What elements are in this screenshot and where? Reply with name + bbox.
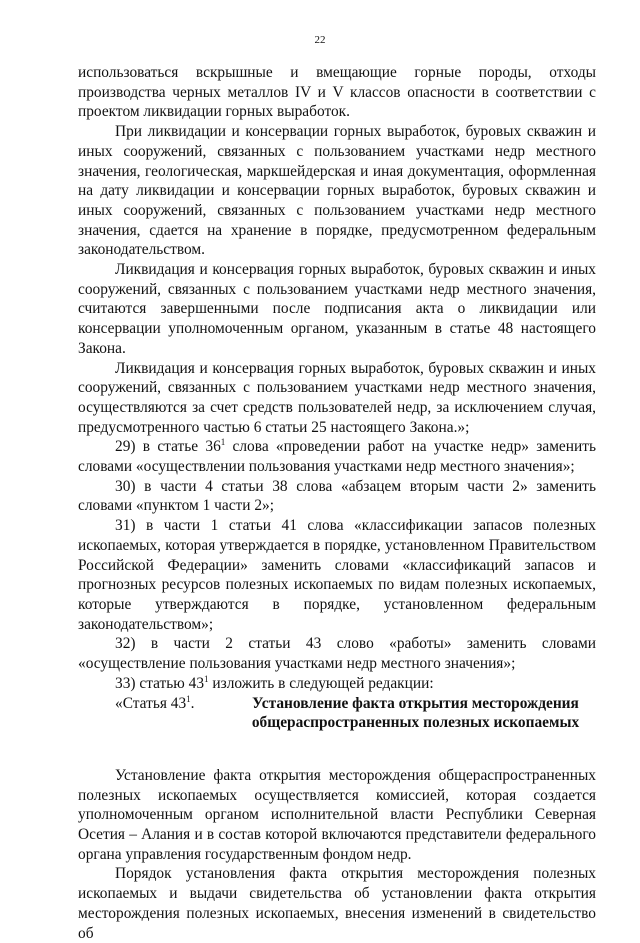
- article-title: Установление факта открытия месторождения общераспространенных полезных ископаемых: [251, 694, 580, 732]
- paragraph-item-29: [78, 437, 596, 476]
- paragraph-item-32: 32) в части 2 статьи 43 слово «работы» заменить словами «осуществление пользования участками недр местного значения»;: [78, 635, 596, 673]
- spacer: [78, 733, 596, 766]
- item-33-start: 33) статью 43: [115, 674, 205, 692]
- item-33-end: изложить в следующей редакции:: [208, 674, 434, 692]
- paragraph-item-33: [78, 674, 596, 694]
- superscript: 1: [220, 437, 226, 448]
- paragraph-1: использоваться вскрышные и вмещающие горные породы, отходы производства черных металлов IV и V классов опасности в соответствии с проектом ликвидации горных выработок.: [78, 64, 596, 121]
- article-label-end: .: [190, 694, 195, 712]
- document-body: [78, 63, 596, 943]
- superscript: 1: [186, 693, 191, 704]
- superscript: 1: [204, 673, 209, 684]
- paragraph-4: Ликвидация и консервация горных выработок, буровых скважин и иных сооружений, связанных с пользованием участками недр местного значения, осуществляются за счет средств пользователей недр, за исключением случая, предусмотренного частью 6 статьи 25 настоящего Закона.»;: [78, 359, 596, 436]
- article-heading: [78, 694, 596, 733]
- paragraph-article-2: Порядок установления факта открытия месторождения полезных ископаемых и выдачи свидетельства об установлении факта открытия месторождения полезных ископаемых, внесения изменений в свидетельство об: [78, 865, 596, 942]
- paragraph-3: Ликвидация и консервация горных выработок, буровых скважин и иных сооружений, связанных с пользованием участками недр местного значения, считаются завершенными после подписания акта о ликвидации или консервации уполномоченным органом, указанным в статье 48 настоящего Закона.: [78, 261, 596, 357]
- page-number: 22: [314, 34, 326, 46]
- paragraph-article-1: Установление факта открытия месторождения общераспространенных полезных ископаемых осуществляется комиссией, которая создается уполномоченным органом исполнительной власти Республики Северная Осетия – Алания и в состав которой включаются представители федерального органа управления государственным фондом недр.: [78, 766, 596, 863]
- article-label-start: «Статья 43: [115, 694, 187, 712]
- paragraph-item-30: 30) в части 4 статьи 38 слова «абзацем вторым части 2» заменить словами «пунктом 1 части 2»;: [78, 477, 596, 515]
- paragraph-2: При ликвидации и консервации горных выработок, буровых скважин и иных сооружений, связанных с пользованием участками недр местного значения, геологическая, маркшейдерская и иная документация, оформленная на дату ликвидации и консервации горных выработок, буровых скважин и иных сооружений, связанных с пользованием участками недр местного значения, сдается на хранение в порядке, предусмотренном федеральным законодательством.: [78, 123, 596, 259]
- article-label: [78, 694, 235, 733]
- item-29-end: слова «проведении работ на участке недр» заменить словами «осуществлении пользования участками недр местного значения»;: [78, 438, 596, 476]
- item-29-start: 29) в статье 36: [115, 438, 221, 456]
- paragraph-item-31: 31) в части 1 статьи 41 слова «классификации запасов полезных ископаемых, которая утверждается в порядке, установленном Правительством Российской Федерации» заменить словами «классификаций запасов и прогнозных ресурсов полезных ископаемых по видам полезных ископаемых, которые утверждаются в порядке, установленном федеральным законодательством»;: [78, 517, 596, 633]
